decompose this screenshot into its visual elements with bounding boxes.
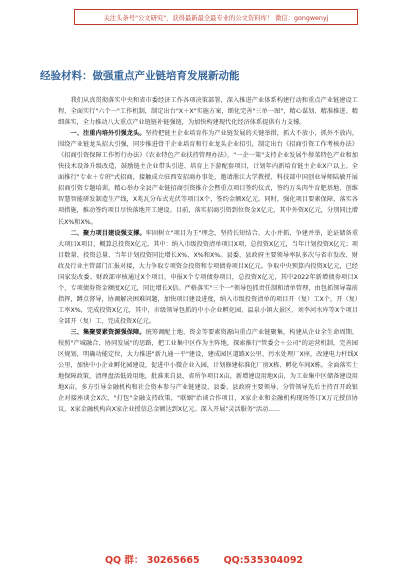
contact-footer (0, 552, 408, 566)
promo-banner-text: 关注头条号"公文研究"，获得最新最全最专业的公文资料库！ 微信：gongwenyj (103, 14, 329, 22)
qq-text: QQ:535304092 (223, 555, 304, 566)
section-heading: 一、注重内培外引强龙头。 (70, 130, 146, 138)
promo-banner (74, 9, 358, 25)
section-heading: 三、集聚要素资源强保障。 (70, 328, 146, 336)
paragraph-text: 坚持把链主企业培育作为产业链发展的关键举措，抓大不放小，抓外不放内，围绕产业链龙头招大引强，同步推进骨干企业培育和行业龙头企业招引，制定出台《招商引资工作考核办法》《招商引资保障工作暂行办法》《农业特色产业扶持管理办法》，"一企一策"支持企业发展牛鬃菜特色产业和加快技术设备升级改造，鼓励链主企业带头引进、培育上下游配套项目，计划年内新培育链主企业X户以上。全面推行"专业＋专班"式招商，接触成立驻西安招商办事处，邀请浙江大学教授、科技部中国创业导师陆敏开展招商引资专题培训，精心举办全县产业链招商引资推介会暨重点项目签约仪式，签约万头肉牛育肥基地、创维智慧智能研发制造生产线，X兆瓦分布式光伏等项目X个，签约金额X亿元。同时，强化项目要素保障，落实各项措施，推动签约项目尽快落地开工建设。目前，落实招商引资到位资金X亿元，其中外资X亿元，分别同比增长X%和X%。 (58, 130, 359, 226)
section-heading: 二、聚力项目建设强支撑。 (70, 229, 146, 237)
paragraph-text: 我们从真贯彻落实中央和省市委经济工作各项决策部署，深入推进产业体系构建行动和重点产业链建设工程，全面实行"六个一"工作机制，制定出台"X＋X"实施方案，细化完善"三单一图"，精心谋划、精准推进、精细落实，全力推动八大重点产业链链补链强链，为加快构建现代化经济体系提供有力支撑。 (58, 97, 358, 127)
paragraph-section-2 (58, 228, 358, 327)
paragraph-section-3 (58, 327, 358, 415)
qq-group-text: QQ 群： 30265665 (104, 555, 200, 566)
paragraph-text: 统筹调配土地、资金等要素资源向重点产业链聚集，构建从企业全生命周期、按照"产城融合、协同发展"的思路，把工业集中区作为主阵地，探索推行"管委会＋公司"的运营机制，完善园区规划，明确功能定位，大力推进"新九通一平"建设，建成园区道路X公里、污水处理厂X座，改建电力杆线X公里，加快中小企业孵化园建设，促进中小微企业入园，计划修建标准化厂房X栋、孵化车间X栋。全面落实土地保障政策，清理盘活低效用地，批准来自县、省所争项目X亩，新增建设用地X亩，为工业集中区储备建设用地X亩。多方引导金融机构和社会资本参与产业链建设，县委、县政府主要领导、分管领导先后主持召开政银企对接座谈会X次，"打包"金融支持政策，"联姻"治谈合作项目，X家企业和金融机构现场签订X万元授信协议，X家金融机构向X家企业授信总金额达到X亿元。深入开展"灵活服务"活动...... (58, 328, 359, 414)
document-body (58, 95, 358, 415)
paragraph-text: 牢固树立"项目为王"理念，坚持长短结合、大小并抓，争建并举，论证储备重大项目X项目，概算总投资X亿元，其中：纳入市级投资清单项目X项，总投资X亿元，当年计划投资X亿元；项目数量、投资总量、当年计划投资同比增长X%、X%和X%。县委、县政府主要领导率队多次与省市发改、财政及行业主管部门汇报对接，大力争取专项资金投资和专项债券项目X亿元。争取中央预算内投资X亿元，已经国家发改委、财政部审核通过X个项目，申报X个专项债券项目，总投资X亿元，其中2022年新增债券项目X个，专项债券资金额度X亿元，同比增长X倍。严格落实"三个一"领导包抓责任制和清单管理，由包抓领导靠前指挥，蹲点督导，协调解决困难问题，加快项目建设进度，纳入市级投资清单的项目开（复）工X个，开（复）工率X%，完成投资X亿元，其中，市级领导包抓的中小企业孵化园、温泉小镇大景区、刘李河水库等X个项目全部开（复）工，完成投资X亿元。 (58, 229, 359, 325)
paragraph-section-1 (58, 128, 358, 227)
document-title: 经验材料：做强重点产业链培育发展新动能 (40, 70, 240, 82)
paragraph-intro (58, 95, 358, 128)
